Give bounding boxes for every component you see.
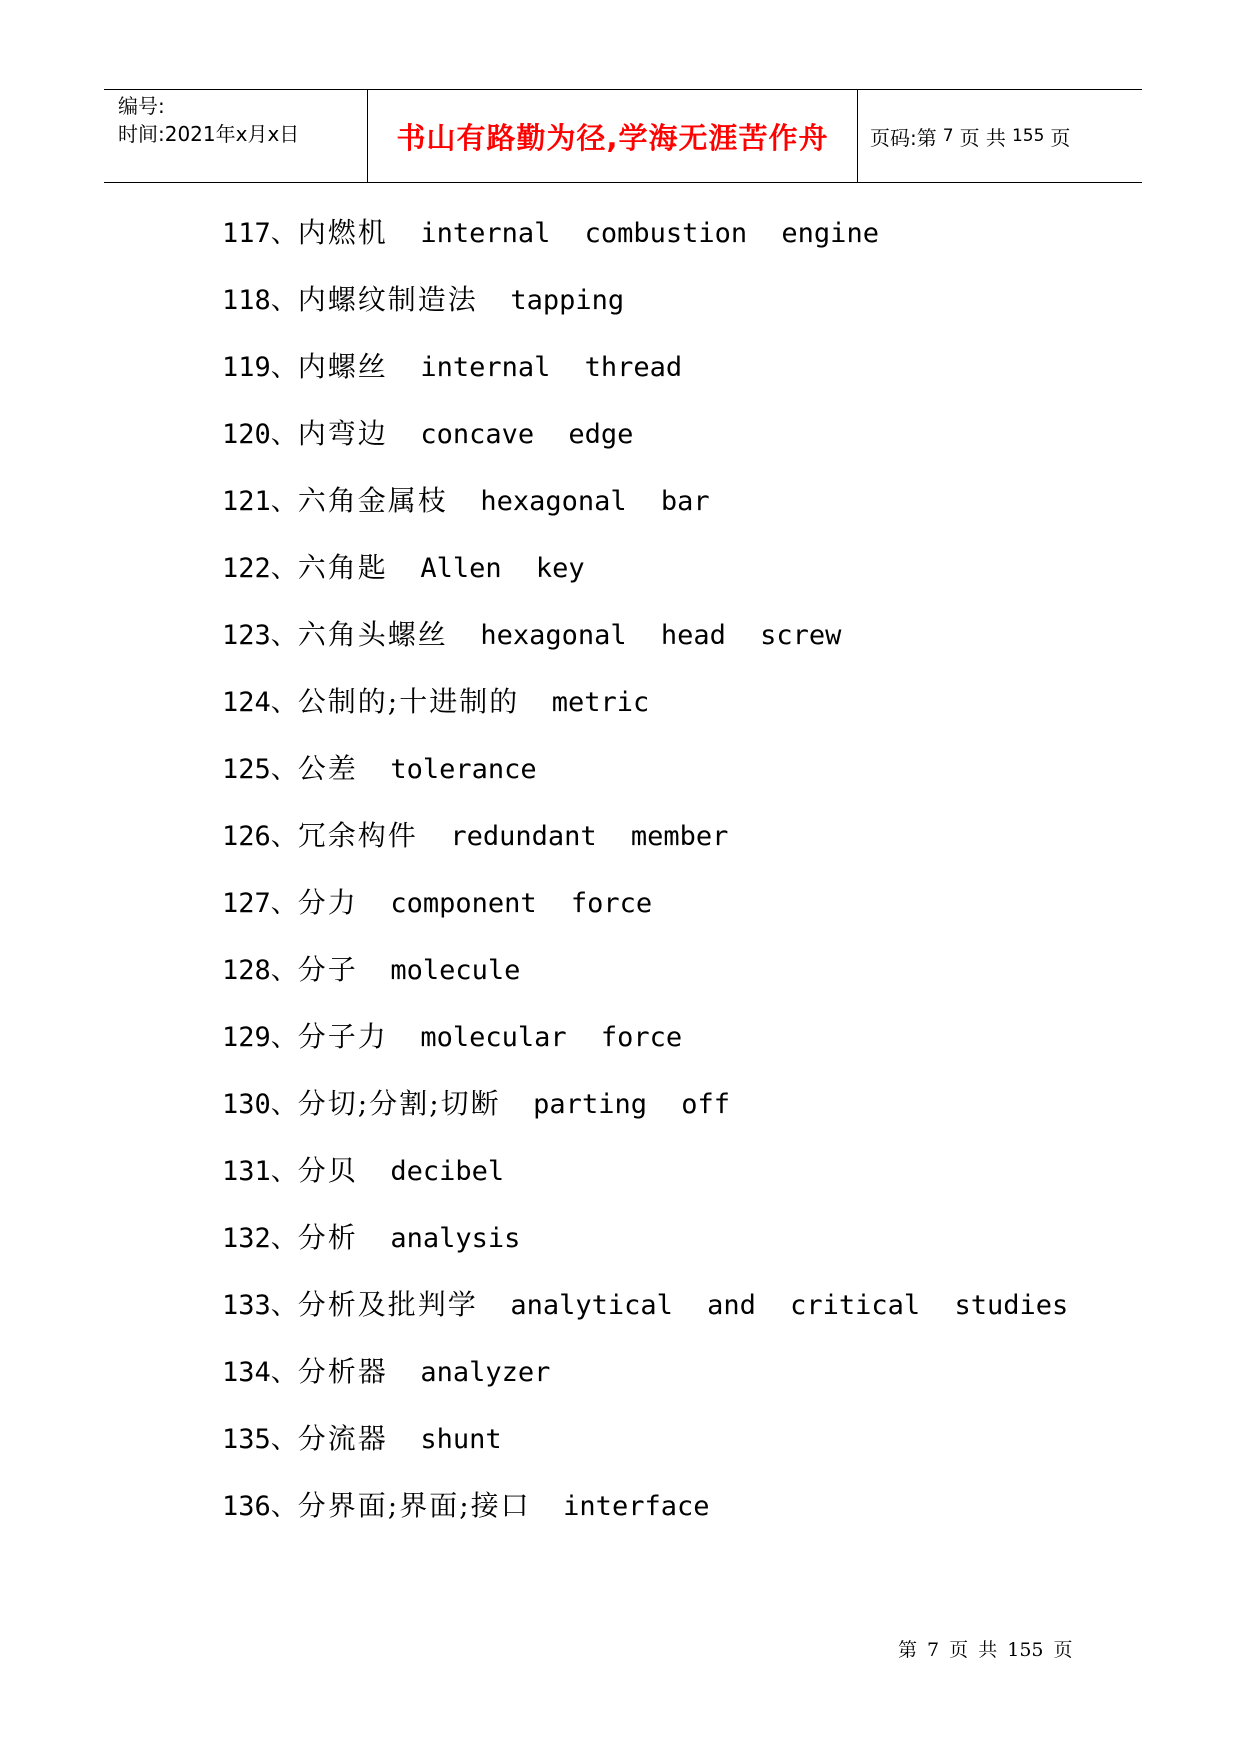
glossary-entry: [222, 1357, 1102, 1424]
entry-chinese-term: 内燃机: [297, 216, 388, 249]
glossary-entry: [222, 1156, 1102, 1223]
glossary-entry: [222, 754, 1102, 821]
entry-number: 133、: [222, 1290, 298, 1321]
entry-chinese-term: 分析及批判学: [297, 1288, 478, 1321]
entry-chinese-term: 分切;分割;切断: [297, 1087, 501, 1120]
document-time-label: 时间:2021年x月x日: [118, 122, 300, 146]
entry-number: 130、: [222, 1089, 298, 1120]
entry-number: 136、: [222, 1491, 298, 1522]
glossary-entry: [222, 1424, 1102, 1491]
entry-english-term: hexagonal bar: [480, 486, 710, 517]
glossary-entry: [222, 553, 1102, 620]
header-page-info: [858, 90, 1142, 182]
glossary-entry: [222, 1491, 1102, 1558]
entry-english-term: analysis: [390, 1223, 521, 1254]
entry-number: 128、: [222, 955, 298, 986]
glossary-entry: [222, 687, 1102, 754]
entry-chinese-term: 内螺纹制造法: [297, 283, 478, 316]
page-suffix: 页: [1050, 125, 1071, 150]
entry-number: 126、: [222, 821, 298, 852]
entry-chinese-term: 冗余构件: [297, 819, 418, 852]
page-total: 155: [1011, 126, 1045, 146]
entry-english-term: metric: [551, 687, 650, 718]
glossary-entry: [222, 352, 1102, 419]
entry-number: 134、: [222, 1357, 298, 1388]
entry-english-term: shunt: [420, 1424, 502, 1455]
entry-number: 118、: [222, 285, 298, 316]
entry-english-term: hexagonal head screw: [480, 620, 842, 651]
entry-english-term: molecule: [390, 955, 521, 986]
entry-english-term: molecular force: [420, 1022, 683, 1053]
page-current: 7: [942, 126, 954, 146]
page-mid: 页 共: [959, 125, 1006, 150]
entry-number: 129、: [222, 1022, 298, 1053]
entry-english-term: concave edge: [420, 419, 634, 450]
entry-english-term: internal combustion engine: [420, 218, 879, 249]
entry-english-term: component force: [390, 888, 653, 919]
entry-english-term: tapping: [510, 285, 625, 316]
glossary-entry: [222, 888, 1102, 955]
entry-number: 123、: [222, 620, 298, 651]
entry-chinese-term: 分子: [297, 953, 358, 986]
document-number-label: 编号:: [118, 94, 165, 118]
entry-english-term: internal thread: [420, 352, 683, 383]
entry-english-term: tolerance: [390, 754, 537, 785]
entry-number: 127、: [222, 888, 298, 919]
entry-number: 131、: [222, 1156, 298, 1187]
glossary-list: [222, 218, 1102, 1558]
entry-english-term: redundant member: [450, 821, 729, 852]
entry-chinese-term: 六角匙: [297, 551, 388, 584]
entry-chinese-term: 分贝: [297, 1154, 358, 1187]
entry-english-term: interface: [563, 1491, 710, 1522]
page-prefix: 页码:第: [870, 125, 937, 150]
entry-chinese-term: 六角金属枝: [297, 484, 448, 517]
entry-chinese-term: 分子力: [297, 1020, 388, 1053]
entry-chinese-term: 分界面;界面;接口: [297, 1489, 531, 1522]
entry-english-term: parting off: [533, 1089, 730, 1120]
entry-chinese-term: 公制的;十进制的: [297, 685, 520, 718]
entry-chinese-term: 分流器: [297, 1422, 388, 1455]
page-footer: 第 7 页 共 155 页: [898, 1639, 1073, 1661]
glossary-entry: [222, 486, 1102, 553]
entry-chinese-term: 内螺丝: [297, 350, 388, 383]
entry-english-term: decibel: [390, 1156, 505, 1187]
glossary-entry: [222, 955, 1102, 1022]
entry-number: 124、: [222, 687, 298, 718]
entry-chinese-term: 分析器: [297, 1355, 388, 1388]
entry-english-term: analyzer: [420, 1357, 551, 1388]
header-motto: 书山有路勤为径,学海无涯苦作舟: [368, 90, 858, 182]
entry-chinese-term: 内弯边: [297, 417, 388, 450]
entry-english-term: Allen key: [420, 553, 585, 584]
entry-number: 135、: [222, 1424, 298, 1455]
glossary-entry: [222, 1022, 1102, 1089]
entry-number: 122、: [222, 553, 298, 584]
glossary-entry: [222, 1089, 1102, 1156]
glossary-entry: [222, 821, 1102, 888]
glossary-entry: [222, 1290, 1102, 1357]
entry-number: 121、: [222, 486, 298, 517]
glossary-entry: [222, 218, 1102, 285]
header-meta: [104, 90, 368, 182]
glossary-entry: [222, 1223, 1102, 1290]
entry-chinese-term: 分析: [297, 1221, 358, 1254]
glossary-entry: [222, 620, 1102, 687]
entry-number: 117、: [222, 218, 298, 249]
entry-chinese-term: 公差: [297, 752, 358, 785]
page-header: [104, 89, 1142, 183]
entry-chinese-term: 分力: [297, 886, 358, 919]
entry-chinese-term: 六角头螺丝: [297, 618, 448, 651]
glossary-entry: [222, 285, 1102, 352]
entry-number: 119、: [222, 352, 298, 383]
glossary-entry: [222, 419, 1102, 486]
entry-number: 132、: [222, 1223, 298, 1254]
entry-english-term: analytical and critical studies: [510, 1290, 1069, 1321]
entry-number: 120、: [222, 419, 298, 450]
entry-number: 125、: [222, 754, 298, 785]
